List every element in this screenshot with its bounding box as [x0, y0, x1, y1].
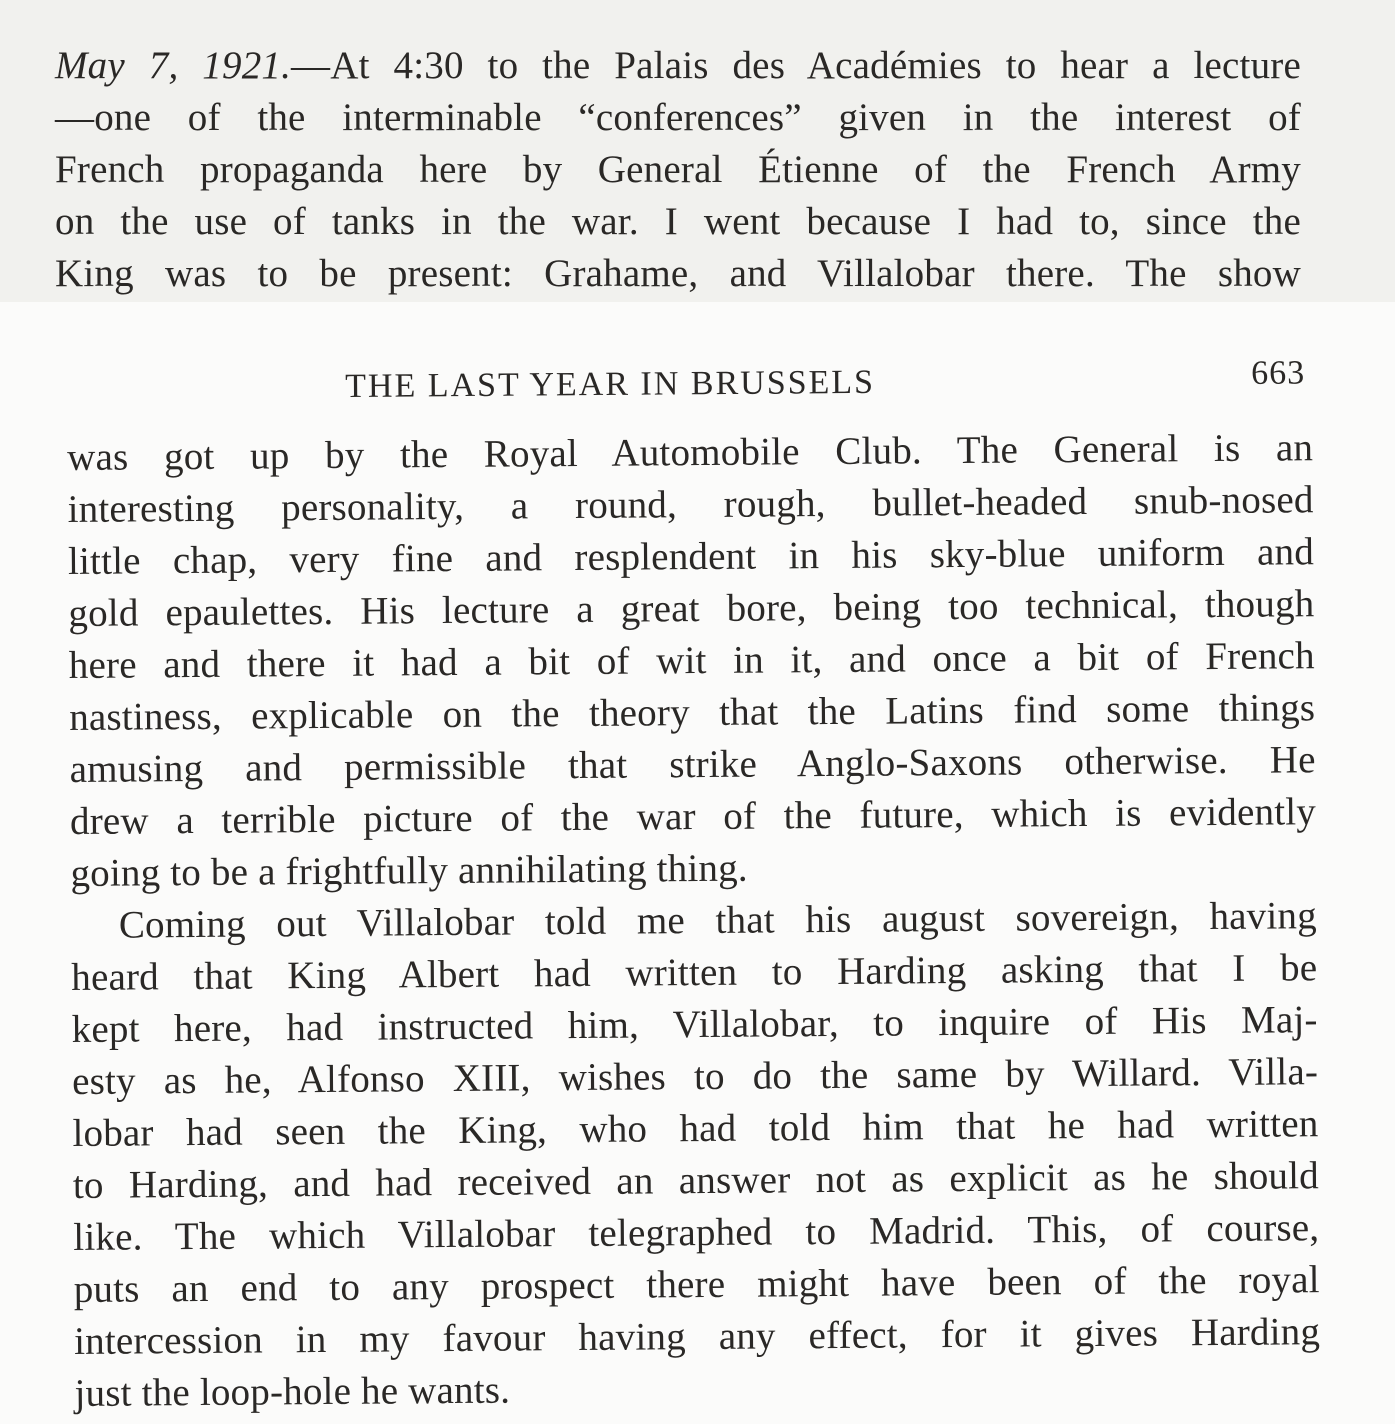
text-line: Coming out Villalobar told me that his august sovereign, having: [118, 894, 1318, 947]
page-body-text: [67, 422, 1321, 1420]
running-head-title: THE LAST YEAR IN BRUSSELS: [345, 363, 876, 405]
text-line: just the loop-hole he wants.: [74, 1368, 511, 1415]
previous-page-clipping: [0, 0, 1395, 302]
paragraph-villalobar: [71, 890, 1321, 1420]
text-line: interesting personality, a round, rough, bullet-headed snub-nosed: [67, 478, 1314, 531]
bleed-through-text: [40, 0, 1380, 12]
text-line: to Harding, and had received an answer not as explicit as he should: [72, 1154, 1320, 1207]
text-line: was got up by the Royal Automobile Club. The General is an: [67, 426, 1314, 479]
text-line: like. The which Villalobar telegraphed to Madrid. This, of course,: [73, 1206, 1320, 1259]
text-line: esty as he, Alfonso XIII, wishes to do the same by Willard. Villa-: [71, 1050, 1319, 1103]
text-line: gold epaulettes. His lecture a great bore, being too technical, though: [68, 582, 1315, 635]
text-line: King was to be present: Grahame, and Villalobar there. The show: [55, 252, 1301, 295]
text-line: puts an end to any prospect there might have been of the royal: [73, 1258, 1320, 1311]
diary-dateline: May 7, 1921.: [55, 44, 292, 87]
text-line: lobar had seen the King, who had told him that he had written: [72, 1102, 1319, 1155]
page-number: 663: [1250, 354, 1306, 392]
text-line: intercession in my favour having any effect, for it gives Harding: [73, 1310, 1321, 1363]
text-line: drew a terrible picture of the war of the future, which is evidently: [69, 790, 1317, 843]
text-line: kept here, had instructed him, Villalobar, to inquire of His Maj-: [71, 998, 1318, 1051]
text-line: going to be a frightfully annihilating thing.: [70, 846, 748, 895]
paragraph-continuation: [67, 422, 1317, 900]
text-line: [55, 40, 1301, 92]
text-line: French propaganda here by General Étienne of the French Army: [55, 148, 1301, 191]
text-line: little chap, very fine and resplendent in his sky-blue uniform and: [67, 530, 1315, 583]
text-line: on the use of tanks in the war. I went because I had to, since the: [55, 200, 1301, 243]
text-line: amusing and permissible that strike Anglo-Saxons otherwise. He: [69, 738, 1316, 791]
text-line: heard that King Albert had written to Harding asking that I be: [71, 946, 1318, 999]
diary-entry-paragraph: [55, 40, 1301, 300]
text-line: nastiness, explicable on the theory that the Latins find some things: [69, 686, 1316, 739]
text-line: —one of the interminable “conferences” given in the interest of: [55, 96, 1301, 139]
page-663-clipping: [0, 302, 1395, 1424]
text-line: here and there it had a bit of wit in it, and once a bit of French: [68, 634, 1315, 687]
running-head: [345, 354, 1305, 412]
text-line-rest: —At 4:30 to the Palais des Académies to hear a lecture: [291, 44, 1301, 87]
